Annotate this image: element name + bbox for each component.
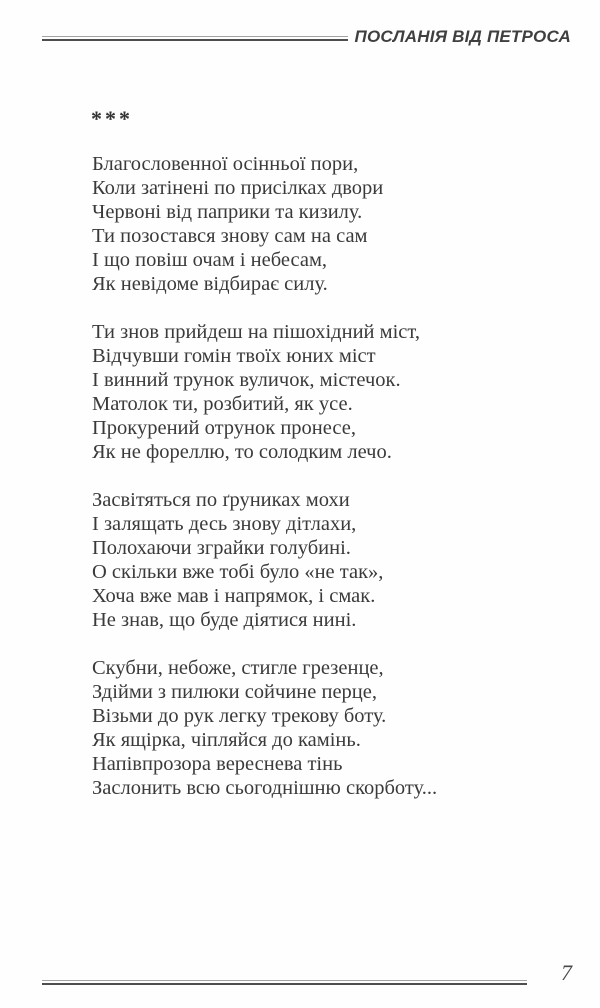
poem-line: І залящать десь знову дітлахи, <box>92 513 357 535</box>
stanza-3 <box>92 488 580 632</box>
poem-line: Як невідоме відбирає силу. <box>92 273 328 295</box>
poem-line: Засвітяться по ґруниках мохи <box>92 489 350 511</box>
stanza-4 <box>92 656 580 800</box>
poem-line: Напівпрозора вереснева тінь <box>92 753 343 775</box>
chapter-title: ПОСЛАНІЯ ВІД ПЕТРОСА <box>354 27 571 46</box>
poem-line: Прокурений отрунок пронесе, <box>92 417 356 439</box>
poem-line: І винний трунок вуличок, містечок. <box>92 369 401 391</box>
stanza-2 <box>92 320 580 464</box>
poem-line: Відчувши гомін твоїх юних міст <box>92 345 376 367</box>
page-number: 7 <box>561 960 572 985</box>
poem-line: О скільки вже тобі було «не так», <box>92 561 384 583</box>
poem-line: Червоні від паприки та кизилу. <box>92 201 363 223</box>
poem-line: Як ящірка, чіпляйся до камінь. <box>92 729 361 751</box>
poem-line: Хоча вже мав і напрямок, і смак. <box>92 585 376 607</box>
poem-line: Ти знов прийдеш на пішохідний міст, <box>92 321 420 343</box>
poem-line: Полохаючи зграйки голубині. <box>92 537 351 559</box>
poem-line: Коли затінені по присілках двори <box>92 177 384 199</box>
running-header <box>42 27 571 47</box>
poem-line: Візьми до рук легку трекову боту. <box>92 705 387 727</box>
header-rule <box>42 36 348 41</box>
poem-line: Як не фореллю, то солодким лечо. <box>92 441 392 463</box>
footer-rule <box>42 980 527 985</box>
poem-line: Не знав, що буде діятися нині. <box>92 609 357 631</box>
poem-line: Матолок ти, розбитий, як усе. <box>92 393 353 415</box>
stanza-1 <box>92 152 580 296</box>
poem-line: Скубни, небоже, стигле грезенце, <box>92 657 384 679</box>
poem-line: Ти позостався знову сам на сам <box>92 225 368 247</box>
poem-line: Здійми з пилюки сойчине перце, <box>92 681 377 703</box>
poem-line: І що повіш очам і небесам, <box>92 249 328 271</box>
poem <box>92 152 580 824</box>
poem-line: Благословенної осінньої пори, <box>92 153 359 175</box>
poem-section-marker: *** <box>91 106 133 131</box>
poem-line: Заслонить всю сьогоднішню скорботу... <box>92 777 438 799</box>
